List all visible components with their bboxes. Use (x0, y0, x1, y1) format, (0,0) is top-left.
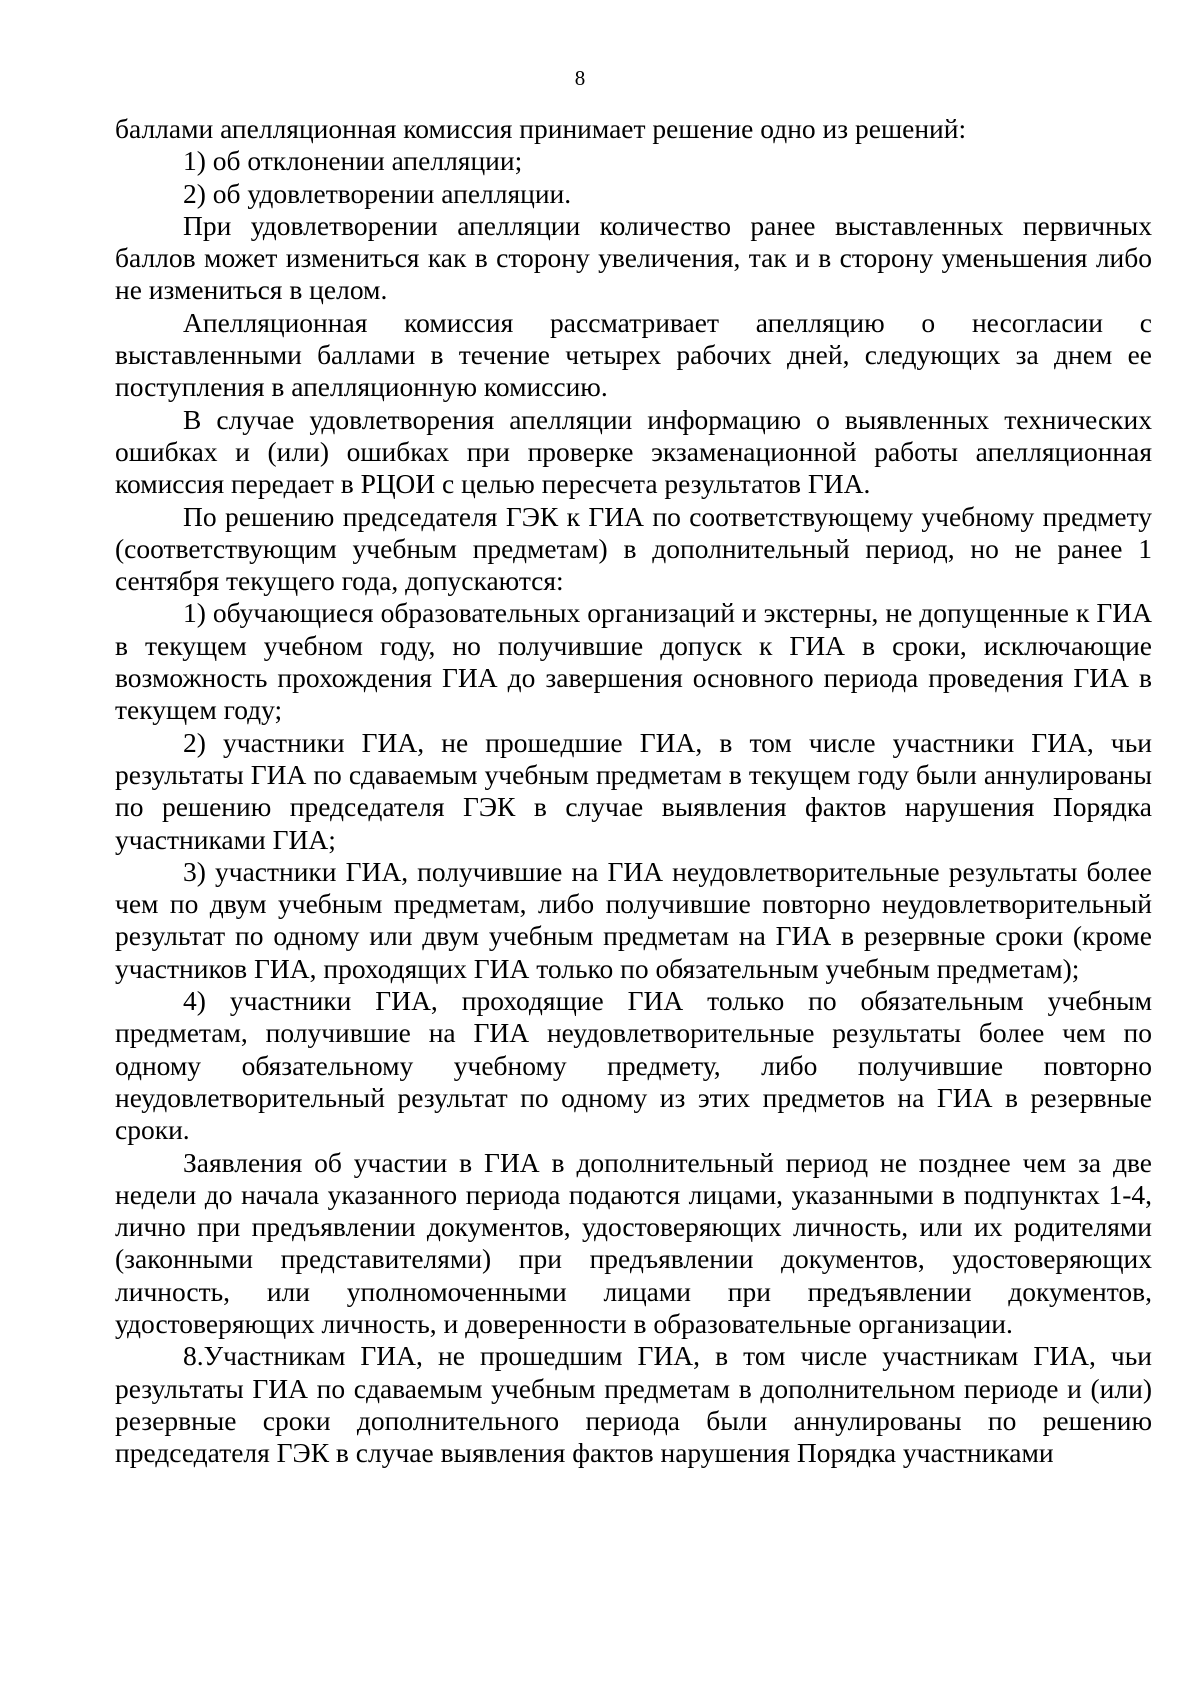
paragraph-additional-period: По решению председателя ГЭК к ГИА по соответствующему учебному предмету (соответствующим учебным предметам) в дополнительный период, но не ранее 1 сентября текущего года, допускаются: (115, 500, 1152, 597)
paragraph-option-reject: 1) об отклонении апелляции; (183, 145, 523, 177)
paragraph-applications: Заявления об участии в ГИА в дополнительный период не позднее чем за две недели до начала указанного периода подаются лицами, указанными в подпунктах 1-4, лично при предъявлении документов, удостоверяющих личность, или их родителями (законными представителями) при предъявлении документов, удостоверяющих личность, или уполномоченными лицами при предъявлении документов, удостоверяющих личность, и доверенности в образовательные организации. (115, 1146, 1152, 1339)
paragraph-item-1: 1) обучающиеся образовательных организаций и экстерны, не допущенные к ГИА в текущем учебном году, но получившие допуск к ГИА в сроки, исключающие возможность прохождения ГИА до завершения основного периода проведения ГИА в текущем году; (115, 597, 1152, 726)
paragraph-score-change: При удовлетворении апелляции количество ранее выставленных первичных баллов может измениться как в сторону увеличения, так и в сторону уменьшения либо не измениться в целом. (115, 209, 1152, 306)
document-body (115, 113, 1152, 1469)
paragraph-item-3: 3) участники ГИА, получившие на ГИА неудовлетворительные результаты более чем по двум учебным предметам, либо получившие повторно неудовлетворительный результат по одному или двум учебным предметам на ГИА в резервные сроки (кроме участников ГИА, проходящих ГИА только по обязательным учебным предметам); (115, 855, 1152, 984)
paragraph-item-4: 4) участники ГИА, проходящие ГИА только по обязательным учебным предметам, получившие на ГИА неудовлетворительные результаты более чем по одному обязательному учебному предмету, либо получившие повторно неудовлетворительный результат по одному из этих предметов на ГИА в резервные сроки. (115, 985, 1152, 1146)
page-number: 8 (574, 66, 586, 90)
paragraph-section-8: 8.Участникам ГИА, не прошедшим ГИА, в том числе участникам ГИА, чьи результаты ГИА по сдаваемым учебным предметам в дополнительном периоде и (или) резервные сроки дополнительного периода были аннулированы по решению председателя ГЭК в случае выявления фактов нарушения Порядка участниками (115, 1340, 1152, 1469)
paragraph-review-period: Апелляционная комиссия рассматривает апелляцию о несогласии с выставленными баллами в течение четырех рабочих дней, следующих за днем ее поступления в апелляционную комиссию. (115, 306, 1152, 403)
paragraph-item-2: 2) участники ГИА, не прошедшие ГИА, в том числе участники ГИА, чьи результаты ГИА по сдаваемым учебным предметам в текущем году были аннулированы по решению председателя ГЭК в случае выявления фактов нарушения Порядка участниками ГИА; (115, 726, 1152, 855)
paragraph-continuation: баллами апелляционная комиссия принимает решение одно из решений: (115, 113, 967, 144)
paragraph-option-satisfy: 2) об удовлетворении апелляции. (183, 177, 572, 209)
paragraph-technical-errors: В случае удовлетворения апелляции информацию о выявленных технических ошибках и (или) ошибках при проверке экзаменационной работы апелляционная комиссия передает в РЦОИ с целью пересчета результатов ГИА. (115, 403, 1152, 500)
